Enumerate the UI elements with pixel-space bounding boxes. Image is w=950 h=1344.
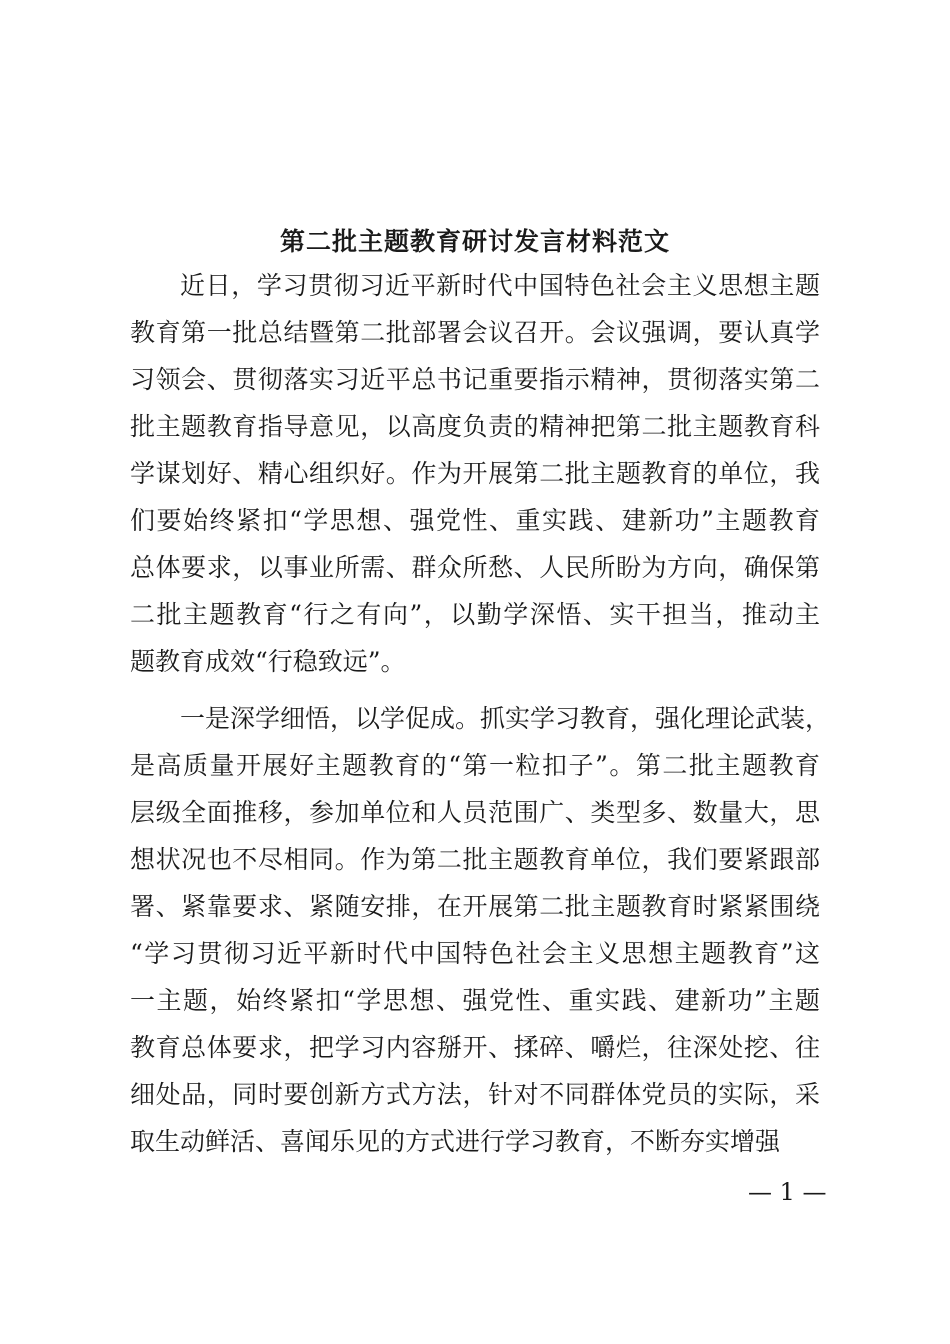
text-line: 二批主题教育“行之有向”，以勤学深悟、实干担当，推动主: [130, 600, 820, 629]
text-line: 一是深学细悟，以学促成。抓实学习教育，强化理论武装，: [180, 704, 831, 733]
text-line: 署、紧靠要求、紧随安排，在开展第二批主题教育时紧紧围绕: [130, 892, 820, 921]
text-line: 习领会、贯彻落实习近平总书记重要指示精神，贯彻落实第二: [130, 365, 820, 394]
paragraph-1: [130, 262, 820, 685]
document-title: 第二批主题教育研讨发言材料范文: [279, 227, 670, 256]
text-line: 是高质量开展好主题教育的“第一粒扣子”。第二批主题教育: [130, 751, 820, 780]
document-body: [130, 262, 831, 1165]
text-line: 学谋划好、精心组织好。作为开展第二批主题教育的单位，我: [130, 459, 820, 488]
text-line: 细处品，同时要创新方式方法，针对不同群体党员的实际，采: [130, 1080, 820, 1109]
text-line: 题教育成效“行稳致远”。: [130, 647, 406, 676]
text-line: 批主题教育指导意见，以高度负责的精神把第二批主题教育科: [130, 412, 820, 441]
text-line: 总体要求，以事业所需、群众所愁、人民所盼为方向，确保第: [130, 553, 820, 582]
text-line: 取生动鲜活、喜闻乐见的方式进行学习教育，不断夯实增强: [130, 1127, 781, 1156]
text-line: 想状况也不尽相同。作为第二批主题教育单位，我们要紧跟部: [130, 845, 820, 874]
text-line: 们要始终紧扣“学思想、强党性、重实践、建新功”主题教育: [130, 506, 820, 535]
text-line: 近日，学习贯彻习近平新时代中国特色社会主义思想主题: [180, 271, 820, 300]
text-line: 一主题，始终紧扣“学思想、强党性、重实践、建新功”主题: [130, 986, 820, 1015]
text-line: 教育总体要求，把学习内容掰开、揉碎、嚼烂，往深处挖、往: [130, 1033, 820, 1062]
page-number: — 1 —: [748, 1178, 827, 1206]
text-line: “学习贯彻习近平新时代中国特色社会主义思想主题教育”这: [130, 939, 820, 968]
text-line: 层级全面推移，参加单位和人员范围广、类型多、数量大，思: [130, 798, 820, 827]
text-line: 教育第一批总结暨第二批部署会议召开。会议强调，要认真学: [130, 318, 820, 347]
paragraph-2: [130, 695, 831, 1165]
